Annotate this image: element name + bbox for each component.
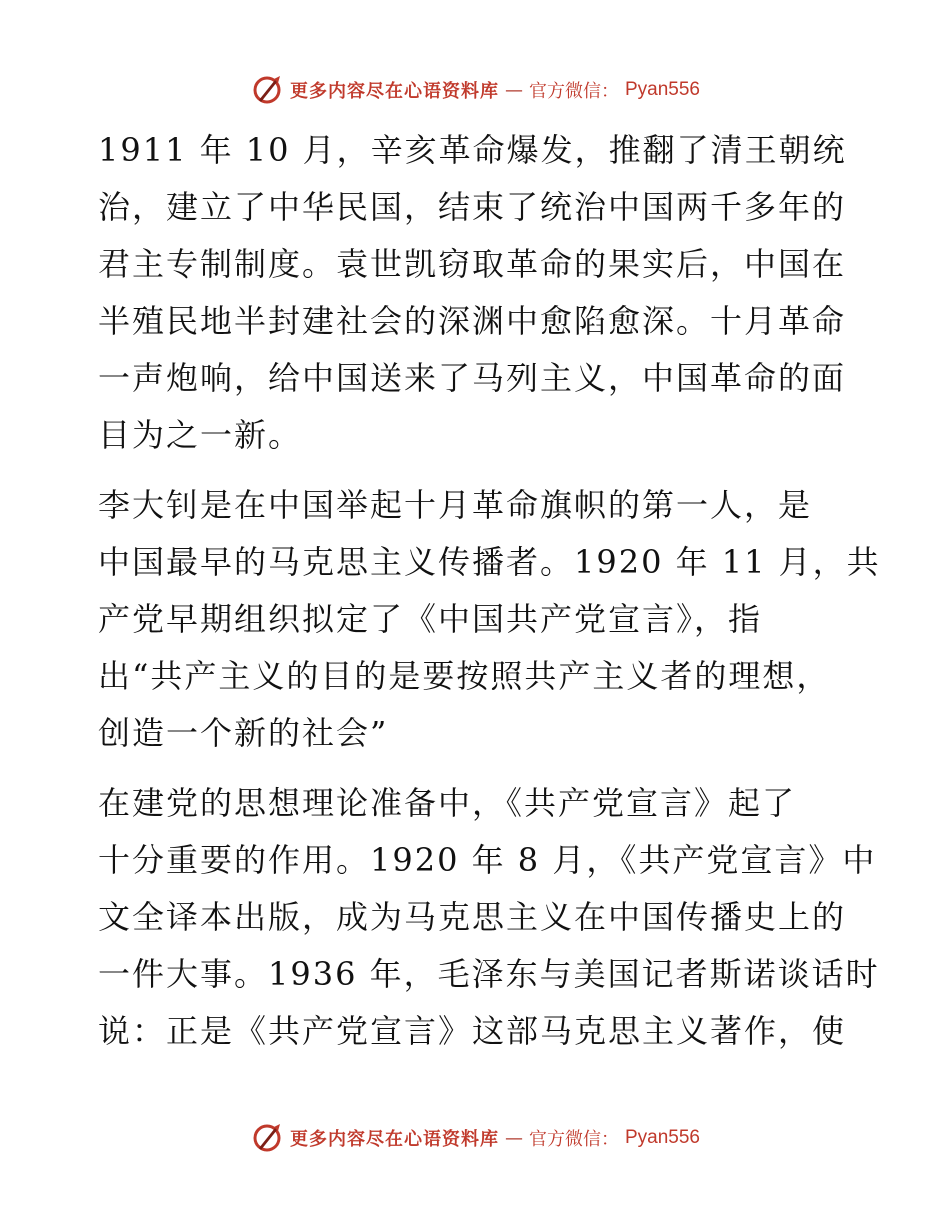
document-body (98, 122, 881, 1073)
text-line: 君主专制制度。袁世凯窃取革命的果实后，中国在 (98, 245, 847, 283)
text-line: 创造一个新的社会” (98, 714, 389, 752)
text-line: 出“共产主义的目的是要按照共产主义者的理想， (98, 657, 831, 695)
text-line: 目为之一新。 (98, 416, 303, 454)
footer-watermark (0, 1118, 950, 1158)
text-line: 半殖民地半封建社会的深渊中愈陷愈深。十月革命 (98, 302, 847, 340)
text-line: 产党早期组织拟定了《中国共产党宣言》，指 (98, 600, 763, 638)
banner-wechat-label: 官方微信： (528, 81, 619, 102)
banner-separator: — (504, 1127, 523, 1149)
paragraph-1 (98, 122, 858, 464)
header-watermark (0, 70, 950, 110)
text-line: 十分重要的作用。1920 年 8 月，《共产党宣言》中 (98, 841, 877, 879)
text-line: 一声炮响，给中国送来了马列主义，中国革命的面 (98, 359, 847, 397)
text-line: 文全译本出版，成为马克思主义在中国传播史上的 (98, 898, 847, 936)
paragraph-3 (98, 775, 880, 1060)
text-line: 李大钊是在中国举起十月革命旗帜的第一人，是 (98, 486, 813, 524)
text-line: 中国最早的马克思主义传播者。1920 年 11 月，共 (98, 543, 881, 581)
text-line: 说：正是《共产党宣言》这部马克思主义著作，使 (98, 1012, 847, 1050)
text-line: 治，建立了中华民国，结束了统治中国两千多年的 (98, 188, 847, 226)
quill-logo-icon (250, 1121, 284, 1155)
banner-separator: — (504, 79, 523, 101)
banner-wechat-id: Pyan556 (624, 79, 700, 100)
text-line: 在建党的思想理论准备中，《共产党宣言》起了 (98, 784, 797, 822)
quill-logo-icon (250, 73, 284, 107)
banner-main-text: 更多内容尽在心语资料库 (289, 1129, 499, 1150)
banner-main-text: 更多内容尽在心语资料库 (289, 81, 499, 102)
banner-wechat-label: 官方微信： (528, 1129, 619, 1150)
text-line: 1911 年 10 月，辛亥革命爆发，推翻了清王朝统 (98, 131, 847, 169)
paragraph-2 (98, 477, 881, 762)
text-line: 一件大事。1936 年，毛泽东与美国记者斯诺谈话时 (98, 955, 880, 993)
banner-wechat-id: Pyan556 (624, 1127, 700, 1148)
